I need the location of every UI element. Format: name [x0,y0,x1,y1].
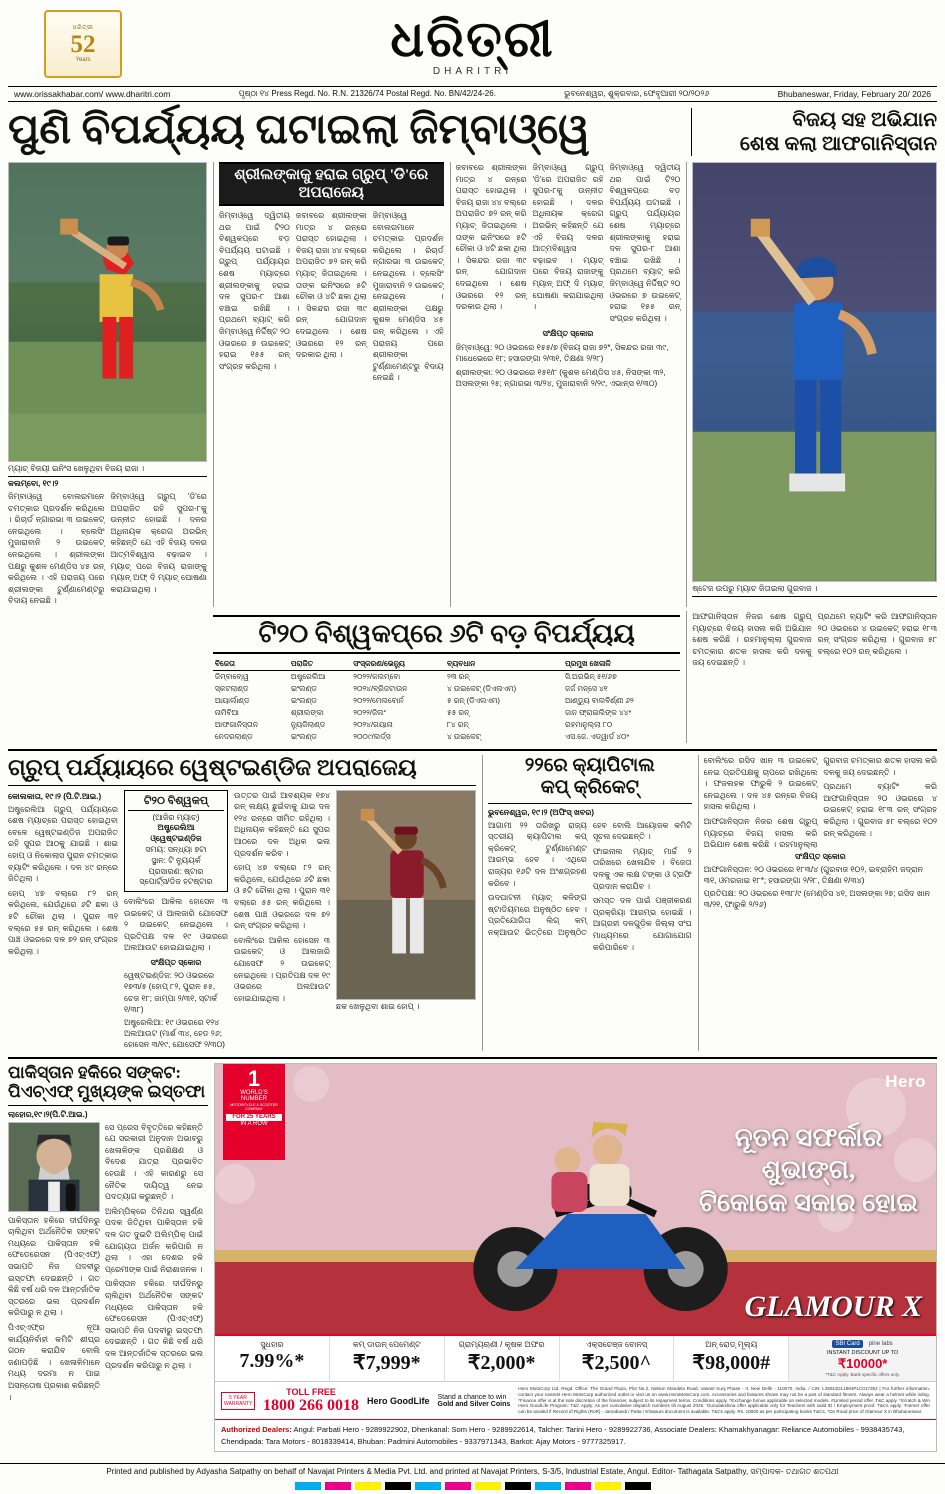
upset-col-3: ବ୍ୟବଧାନ [445,658,563,671]
photo-caption-left: ମ୍ୟାଚ୍ ବିଜୟୀ ଇନିଂସ ଖେଳୁଥିବା ବିଜୟ ରାଜା । [8,462,207,477]
table-row [213,719,680,731]
masthead-info-bar [8,86,937,102]
cell-margin: ୫ ରନ୍ (ଡିଏଲଏମ) [446,695,500,705]
todays-match-title: ଟି୨୦ ବିଶ୍ୱକପ୍ [128,794,224,811]
toll-free-number[interactable]: 1800 266 0018 [263,1396,359,1414]
cell-winner: ନାମିବିଆ [214,707,239,717]
table-row [213,683,680,695]
table-row [213,731,680,743]
photo-phf-chief [8,1122,100,1212]
wi-col-a-text [8,804,118,958]
badge-line3: MOTORCYCLE & SCOOTER COMPANY [230,1103,278,1112]
capital-cup-block [482,755,692,1051]
srilanka-box-body [219,210,444,384]
cell-margin: ୫୫ ରନ୍ [446,707,470,717]
cc-p4: ସମସ୍ତ ଦଳ ପାଇଁ ପଞ୍ଜୀକରଣ ପ୍ରକ୍ରିୟା ଆରମ୍ଭ ହୋଇଛି । ଆଗ୍ରହୀ ଦଳଗୁଡ଼ିକ ଜିଲ୍ଲା ସଂଘ ମାଧ୍ୟମରେ ଯୋଗାଯୋଗ କରିପାରିବେ । [592,896,692,952]
goodlife-logo: Hero GoodLife [367,1395,430,1406]
cell-loser: ଇଂଲଣ୍ଡ [290,731,317,741]
color-swatch [445,1482,471,1490]
cell-winner: ଜିମ୍ବାବୋ୍ୱ [214,671,249,681]
wi-score-line-1: ୱେଷ୍ଟଇଣ୍ଡିଜ: ୨୦ ଓଭରରେ ୧୭୩/୫ (ହୋପ୍ ୮୨, ପୁରାନ ୫୫, ଚେଜ ୧୮; ଜାମ୍ପା ୨/୩୧, ସ୍ଟାର୍କ ୧/୩୮) [124,971,218,1014]
offer-label: ସୁଧହାର [260,1339,284,1349]
todays-match-team1: ଅଷ୍ଟ୍ରେଲିଆ [157,823,195,833]
todays-match-box [124,790,228,892]
zimbabwe-scorebox [456,328,681,389]
masthead [8,6,937,84]
cell-player: ଆଣ୍ଡ୍ୟୁ ବାଲବିର୍ଣ୍ଣୀ ୬୨ [565,695,634,705]
afghan-score-line-1: ଆଫଗାନିସ୍ତାନ: ୨୦ ଓଭରରେ ୧୮୩/୪ (ଗୁରବାଜ ୧୦୨, ଇବ୍ରାହିମ ଜଦ୍ରାନ ୩୧, ଓମରଜାଇ ୧୮*; ହସାରଙ୍ଗା ୨/୨୮, ତିକ୍ଷଣା ୧/୩୪) [703,864,924,886]
upset-table-heading: ଟି୨୦ ବିଶ୍ୱକପ୍‌ରେ ୬ଟି ବଡ଼ ବିପର୍ଯ୍ୟୟ [213,615,680,654]
todays-match-team2: ଓ୍ୱେଷ୍ଟଇଣ୍ଡିଜ [150,834,202,844]
cell-margin: ୮୪ ରନ୍ [446,719,469,729]
upset-table-wrap [213,611,680,743]
column-2 [213,162,444,607]
cc-p2: ଉଦଘାଟନୀ ମ୍ୟାଚ୍ କଳିଙ୍ଗ ଷ୍ଟାଡିୟମରେ ଅନୁଷ୍ଠିତ ହେବ । ପ୍ରତିଯୋଗିତା ଲିଗ୍ କମ୍ ନକ୍‌ଆଉଟ ଭିତ୍ତିରେ ଅନୁଷ୍ଠିତ ହେବ ବୋଲି ଆୟୋଜକ କମିଟି ସୂଚନା ଦେଇଛନ୍ତି । [488,820,692,937]
table-row [213,670,680,683]
hero-logo: Hero [885,1071,926,1091]
authorized-dealers-row [215,1419,936,1451]
chance-line-1: Stand a chance to win [437,1393,507,1401]
srilanka-p2: ଜବାବରେ ଶ୍ରୀଲଙ୍କା ମାତ୍ର ୪ ରନ୍‌ରେ ପରାସ୍ତ ହୋଇଥିଲା । ବିଜୟ ରାଜା ୪୪ ବଲ୍‌ରେ ଅପରାଜିତ ୭୨ ରନ୍ କରି ମ୍ୟାଚ୍ ଜିତାଇଥିଲେ । ତାଙ୍କ ଇନିଂସରେ ୫ଟି ଚୌକା ଓ ୪ଟି ଛକା ଥିଲା । ସିକନ୍ଦର ରଜା ୩୯ ରନ୍ ଯୋଗଦାନ ଦେଇଥିଲେ । ଶେଷ ଓଭରରେ ୧୨ ରନ୍ ଦରକାର ଥିଲା । [295,211,367,360]
color-swatch [295,1482,321,1490]
secondary-headline-line2: ଶେଷ କଲା ଆଫଗାନିସ୍ତାନ [739,133,937,155]
photo-caption-wi: ଛକ ଖେଳୁଥିବା ଶାଇ ହୋପ୍ । [336,1001,420,1011]
todays-match-time: ସମୟ: ସନ୍ଧ୍ୟା ୭ଟା [145,844,207,854]
photo-afghanistan-batter [692,162,937,582]
wi-col-d [336,790,476,1051]
sbi-card-logo: SBI Card [832,1340,862,1348]
ad-odia-line2: ଶୁଭାଙ୍ଗ, [761,1155,856,1185]
pak-heading-1: ପାକିସ୍ତାନ ହକିରେ ସଙ୍କଟ: [8,1062,182,1082]
srilanka-c3: ଜିମ୍ବାଓ୍ୱେ ଦ୍ୱିତୀୟ ଥର ପାଇଁ ଟି୨୦ ବିଶ୍ୱକପ୍‌ରେ ବଡ଼ ବିପର୍ଯ୍ୟୟ ଘଟାଇଛି । ଗ୍ରୁପ୍ ପର୍ଯ୍ୟାୟର ଶେଷ ମ୍ୟାଚ୍‌ରେ ଶ୍ରୀଲଙ୍କାକୁ ହରାଇ ଦଳ ସୁପର-୮ ଆଶା ବଞ୍ଚାଇ ରଖିଛି । ପ୍ରଥମେ ବ୍ୟାଟ୍ କରି ଜିମ୍ବାଓ୍ୱେ ନିର୍ଦ୍ଦିଷ୍ଟ ୨୦ ଓଭରରେ ୭ ଉଇକେଟ୍ ହରାଇ ୧୫୫ ରନ୍ ସଂଗ୍ରହ କରିଥିଲା । [609,163,681,323]
cell-winner: ଆଫଗାନିସ୍ତାନ [214,719,259,729]
afghan-c1: ବୋଲିଂରେ ରସିଦ ଖାନ ୩ ଉଇକେଟ୍ ନେଇ ପ୍ରତିପକ୍ଷକୁ ଚାପରେ ରଖିଥିଲେ । ଫଜଲହକ ଫାରୁକି ୨ ଉଇକେଟ୍ ନେଇଥିଲେ । ଦଳ ୪୫ ରନ୍‌ରେ ବିଜୟ ହାସଲ କରିଥିଲା । [703,755,818,812]
offer-down-payment [330,1336,445,1381]
pak-p2: ସେ ପ୍ରେସ ବିବୃତ୍ତିରେ କହିଛନ୍ତି ଯେ ସରକାରୀ ଅନୁଦାନ ଅଭାବରୁ ଖେଳାଳିଙ୍କ ପ୍ରଶିକ୍ଷଣ ଓ ବିଦେଶ ଯାତ୍ରା ପ୍ରଭାବିତ ହେଉଛି । ଏହି କାରଣରୁ ସେ ନୈତିକ ଦାୟିତ୍ୱ ନେଇ ପଦତ୍ୟାଗ କରୁଛନ୍ତି । [105,1122,203,1202]
dealers-label: Authorized Dealers: [221,1425,292,1435]
zim-score-line-2: ଶ୍ରୀଲଙ୍କା: ୨୦ ଓଭରରେ ୧୫୧/୮ (କୁଶଳ ମେଣ୍ଡିସ ୪୫, ନିସଙ୍କା ୩୨, ଅସଲଙ୍କା ୨୫; ନ୍ଗାରଭା ୩/୨୪, ମୁଜାରାବାନି ୨/୨୯, ଏଭାନ୍ସ ୧/୩୦) [455,367,666,389]
imprint-line: Printed and published by Adyasha Satpathy on behalf of Navajat Printers & Media Pvt. Ltd. and printed at Navajat Printers, S-3/5, Industrial Estate, Angul. Editor- Tathagata Satpathy, ସମ୍ପାଦକ- ତଥାଗତ ଶତପଥୀ [0,1463,945,1480]
badge-number: 1 [247,1065,261,1091]
upset-col-1: ପରାଜିତ [289,658,351,671]
pak-heading-2: ପିଏଚ୍‌ଏଫ୍ ମୁଖ୍ୟଙ୍କ ଇସ୍ତଫା [8,1081,206,1101]
offer-exchange-bonus [560,1336,675,1381]
ad-offers-row [215,1334,936,1382]
ad-hero-image [215,1064,936,1334]
cell-edition: ୨୦୨୨/ଜିଲଂ [353,707,386,717]
wi-col-c [234,790,330,1051]
cell-player: ଜାନ ଫ୍ରାଇଲିଙ୍କ ୪୪* [565,707,632,717]
badge-line4: FOR 25 YEARS [226,1114,282,1121]
wi-p1: ଅଷ୍ଟ୍ରେଲିଆ ଗ୍ରୁପ୍ ପର୍ଯ୍ୟାୟରେ ଶେଷ ମ୍ୟାଚ୍‌ରେ ପରାସ୍ତ ହୋଇଥିବା ବେଳେ ୱେଷ୍ଟଇଣ୍ଡିଜ ଅପରାଜିତ ରହି ସୁପର ଆଠକୁ ଯାଇଛି । ଶାଇ ହୋପ୍ ଓ ନିକୋଲାସ ପୁରାନ ଚମତ୍କାର ବ୍ୟାଟିଂ କରିଥିଲେ । ଦଳ ୪୯ ରନ୍‌ରେ ଜିତିଥିଲା । [8,804,118,884]
mid-left-spacer [8,611,207,743]
ad-fine-print: Hero MotoCorp Ltd. Regd. Office: The Grand Plaza, Plot No.2, Nelson Mandela Road, Vasant Kunj Phase - II, New Delhi - 110070, India. / CIN: L35911DL1984PLC017354 | For further information, contact your nearest Hero MotoCorp authorized outlet or visit us on www.HeroMotoCorp.com. Accessories and features shown may not be a part of standard fitment. Always wear a helmet while riding. *Finance offer is at the sole discretion of the financier, subject to its repayment terms. Conditions apply. ^Exchange bonus applicable on selected models. #Limited period offer. T&C apply. *Scratch & Win Hero GoodLife Program: T&C Apply. As per cumulative dispatch numbers till August 2025. 'Gurudakshina offer applicable only for Teachers with valid ID / Employment proof. T&Cs apply. 'Farmer offer can be availed if Record of Rights (RoR) - Jamabandi / Patta / Khatauni document is available. T&Cs apply. Rs. 10000 as per participating banks T&Cs. *On Road price of Glamour X in Bhubaneswar. [518,1385,930,1415]
badge-line5: IN A ROW [240,1120,268,1127]
color-swatch [475,1482,501,1490]
card-discount-note: *T&C Apply. Bank specific offers only. [825,1371,900,1377]
wi-p3: ବୋଲିଂରେ ଆକିଲ ହୋସେନ ୩ ଉଇକେଟ୍ ଓ ଆଲଜାରି ଯୋସେଫ ୨ ଉଇକେଟ୍ ନେଇଥିଲେ । ପ୍ରତିପକ୍ଷ ଦଳ ୧୯ ଓଭରରେ ଅଲଆଉଟ ହୋଇଯାଇଥିଲା । [124,897,228,953]
afghan-score-heading: ସଂକ୍ଷିପ୍ତ ସ୍କୋର [795,851,846,861]
srilanka-c2: ଜିମ୍ବାଓ୍ୱେ ଗ୍ରୁପ୍ 'ଡି'ରେ ଅପରାଜିତ ରହି ସୁପର-୮କୁ ଉନ୍ନୀତ ହୋଇଛି । ଦଳର ଅଧିନାୟକ କ୍ରେଗ ଅରଭିନ୍ କହିଛନ୍ତି ଯେ ଏହି ବିଜୟ ଦଳର ଆତ୍ମବିଶ୍ୱାସ ବଢ଼ାଇବ । ମ୍ୟାଚ୍ ପରେ ବିଜୟ ରାଜାଙ୍କୁ ମ୍ୟାନ୍ ଅଫ୍ ଦି ମ୍ୟାଚ୍ ଘୋଷଣା କରାଯାଇଥିଲା । [532,163,604,312]
offer-interest-rate [215,1336,330,1381]
pak-col-b-text [105,1122,203,1371]
srilanka-box-heading: ଶ୍ରୀଲଙ୍କାକୁ ହରାଇ ଗ୍ରୁପ୍ 'ଡି'ରେ ଅପରାଜେୟ [219,162,444,206]
photo-west-indies-batter [336,790,476,1000]
offer-label: କମ୍ ଡାଉନ୍ ପେମେଣ୍ଟ [352,1339,421,1349]
pak-dateline: ଲାହୋର,୧୯।୨(ପି.ଟି.ଆଇ.) [8,1109,88,1119]
todays-match-venue: ସ୍ଥାନ: ଟି ନ୍ୟୁୟର୍କ [151,855,201,865]
wi-p6: ବୋଲିଂରେ ଆକିଲ ହୋସେନ ୩ ଉଇକେଟ୍ ଓ ଆଲଜାରି ଯୋସେଫ ୨ ଉଇକେଟ୍ ନେଇଥିଲେ । ପ୍ରତିପକ୍ଷ ଦଳ ୧୯ ଓଭରରେ ଅଲଆଉଟ ହୋଇଯାଇଥିଲା । [234,935,330,1003]
story-left-body [8,491,207,607]
offer-value: ₹7,999* [352,1351,421,1374]
ad-odia-line3: ଟିକୋକେ ସକାର ହୋଇ [699,1187,918,1217]
todays-match-sub: (ଆଜିର ମ୍ୟାଚ୍) [152,812,200,822]
cc-p3: ଫାଇନାଲ ମ୍ୟାଚ୍ ମାର୍ଚ୍ଚ ୨ ତାରିଖରେ ଖେଳାଯିବ । ବିଜେତା ଦଳକୁ ଏକ ଲକ୍ଷ ଟଙ୍କା ଓ ଟ୍ରଫି ପ୍ରଦାନ କରାଯିବ । [592,846,692,891]
wi-score-line-2: ଅଷ୍ଟ୍ରେଲିଆ: ୧୯ ଓଭରରେ ୧୨୪ ଅଲଆଉଟ (ମାର୍ଶ ୩୪, ହେଡ ୨୬; ହୋସେନ ୩/୧୯, ଯୋସେଫ ୨/୩୦) [124,1018,225,1050]
page-footer [0,1463,945,1494]
hero-advertisement[interactable] [214,1063,937,1452]
main-headline-wrap [8,108,683,156]
afghan-c2: ଆଫଗାନିସ୍ତାନ ନିଜର ଶେଷ ଗ୍ରୁପ୍ ମ୍ୟାଚ୍‌ରେ ବିଜୟ ହାସଲ କରି ଅଭିଯାନ ଶେଷ କରିଛି । ରହମାନୁଲ୍ଲା ଗୁରବାଜ ଚମତ୍କାର ଶତକ ହାସଲ କରି ଦଳକୁ ଜୟ ଦେଇଛନ୍ତି । [703,755,937,850]
wi-col-c-text [234,790,330,1005]
afghan-p1: ଆଫଗାନିସ୍ତାନ ନିଜର ଶେଷ ଗ୍ରୁପ୍ ମ୍ୟାଚ୍‌ରେ ବିଜୟ ହାସଲ କରି ଅଭିଯାନ ଶେଷ କରିଛି । ରହମାନୁଲ୍ଲା ଗୁରବାଜ ଚମତ୍କାର ଶତକ ହାସଲ କରି ଦଳକୁ ଜୟ ଦେଇଛନ୍ତି । [692,611,812,668]
srilanka-p3: ଜିମ୍ବାଓ୍ୱେ ବୋଲରମାନେ ଚମତ୍କାର ପ୍ରଦର୍ଶନ କରିଥିଲେ । ରିଚାର୍ଡ ନ୍ଗାରଭା ୩ ଉଇକେଟ୍ ନେଇଥିଲେ । ବ୍ଲେସିଂ ମୁଜାରାବାନି ୨ ଉଇକେଟ୍ ନେଇଥିଲେ । ଶ୍ରୀଲଙ୍କା ପକ୍ଷରୁ କୁଶଳ ମେଣ୍ଡିସ ୪୫ ରନ୍ କରିଥିଲେ । ଏହି ପରାଜୟ ପରେ ଶ୍ରୀଲଙ୍କା ଟୁର୍ଣ୍ଣାମେଣ୍ଟରୁ ବିଦାୟ ନେଇଛି । [372,211,444,383]
wi-col-b-text [124,896,228,954]
pak-inner [8,1122,208,1407]
toll-free-label: TOLL FREE [286,1386,336,1397]
afghan-score-box [704,851,937,911]
color-swatch [565,1482,591,1490]
story-left-p1: ଜିମ୍ବାଓ୍ୱେ ବୋଲରମାନେ ଚମତ୍କାର ପ୍ରଦର୍ଶନ କରିଥିଲେ । ରିଚାର୍ଡ ନ୍ଗାରଭା ୩ ଉଇକେଟ୍ ନେଇଥିଲେ । ବ୍ଲେସିଂ ମୁଜାରାବାନି ୨ ଉଇକେଟ୍ ନେଇଥିଲେ । ଶ୍ରୀଲଙ୍କା ପକ୍ଷରୁ କୁଶଳ ମେଣ୍ଡିସ ୪୫ ରନ୍ କରିଥିଲେ । ଏହି ପରାଜୟ ପରେ ଶ୍ରୀଲଙ୍କା ଟୁର୍ଣ୍ଣାମେଣ୍ଟରୁ ବିଦାୟ ନେଇଛି । [8,492,105,606]
chance-to-win-text [438,1394,511,1408]
wi-score-heading: ସଂକ୍ଷିପ୍ତ ସ୍କୋର [150,958,202,968]
rule-1 [8,785,476,786]
offer-value: ₹98,000# [692,1351,771,1374]
cell-margin: ୪ ଉଇକେଟ୍ (ଡିଏଲଏମ) [446,683,517,693]
color-swatch [385,1482,411,1490]
registration-info: ପୃଷ୍ଠା ୧୪ Press Regd. No. R.N. 21326/74 Postal Regd. No. BN/42/24-26. [238,89,496,98]
pak-col-a-text [8,1215,100,1404]
badge-line1: WORLD'S [240,1089,268,1096]
cell-margin: ୨୩ ରନ୍ [446,671,470,681]
worlds-number-one-badge [223,1064,285,1160]
dealers-text: Angul: Parbati Hero - 9289922902, Dhenkanal: Som Hero - 9289922614, Talcher: Tarini Hero - 9289922736, Associate Dealers: Khamakhyanagar: Reliance Automobiles - 9938435743, Chendipada: Tara Motors - 8018339414, Bhuban: Padmini Automobiles - 9337971343, Barkot: Ajay Motors - 9777325917. [221,1425,905,1446]
zim-score-heading: ସଂକ୍ଷିପ୍ତ ସ୍କୋର [542,329,594,339]
color-swatch [325,1482,351,1490]
place-date-english: Bhubaneswar, Friday, February 20/ 2026 [777,89,931,99]
secondary-headline-wrap [691,108,937,156]
color-swatch [535,1482,561,1490]
column-4 [686,162,937,607]
secondary-headline-line1: ବିଜୟ ସହ ଅଭିଯାନ [792,109,937,131]
headline-row [8,108,937,156]
paper-title-english: DHARITRI [432,65,513,77]
cell-winner: ନେଦରଲାଣ୍ଡ [214,731,253,741]
todays-match-broadcast: ସ୍ପୋର୍ଟ୍ସ/ଡିଜ ହଟଷ୍ଟାର [139,877,213,887]
wi-dateline: କୋଲକାତା, ୧୯।୨ (ପି.ଟି.ଆଇ.) [8,791,102,801]
wi-p5: ହୋପ୍ ୪୭ ବଲ୍‌ରେ ୮୨ ରନ୍ କରିଥିଲେ, ଯେଉଁଥିରେ ୬ଟି ଛକା ଓ ୫ଟି ଚୌକା ଥିଲା । ପୁରାନ ୩୧ ବଲ୍‌ରେ ୫୫ ରନ୍ କରିଥିଲେ । ଶେଷ ପାଞ୍ଚ ଓଭରରେ ଦଳ ୭୨ ରନ୍ ସଂଗ୍ରହ କରିଥିଲା । [234,863,330,931]
dateline-left: କଲମ୍ବୋ, ୧୯।୨ [8,479,59,488]
pak-p3: ପିଏଚ୍‌ଏଫ୍‌ର ନୂଆ କାର୍ଯ୍ୟନିର୍ବାହୀ କମିଟି ଶୀଘ୍ର ଗଠନ କରାଯିବ ବୋଲି ଜଣାପଡ଼ିଛି । ଖେଳାଳିମାନେ ମଧ୍ୟ ଦରମା ନ ପାଇ ଅସନ୍ତୋଷ ପ୍ରକାଶ କରିଛନ୍ତି । [8,1322,100,1402]
offer-card-discount [789,1336,936,1381]
wi-col-a [8,790,118,1051]
top-content-grid [8,162,937,607]
pak-col-a [8,1122,100,1407]
cell-edition: ୨୦୨୨/କଲମ୍ବୋ [353,671,401,681]
srilanka-c1: ଜବାବରେ ଶ୍ରୀଲଙ୍କା ମାତ୍ର ୪ ରନ୍‌ରେ ପରାସ୍ତ ହୋଇଥିଲା । ବିଜୟ ରାଜା ୪୪ ବଲ୍‌ରେ ଅପରାଜିତ ୭୨ ରନ୍ କରି ମ୍ୟାଚ୍ ଜିତାଇଥିଲେ । ତାଙ୍କ ଇନିଂସରେ ୫ଟି ଚୌକା ଓ ୪ଟି ଛକା ଥିଲା । ସିକନ୍ଦର ରଜା ୩୯ ରନ୍ ଯୋଗଦାନ ଦେଇଥିଲେ । ଶେଷ ଓଭରରେ ୧୨ ରନ୍ ଦରକାର ଥିଲା । [455,163,527,312]
table-row [213,695,680,707]
cell-loser: ଶ୍ରୀଲଙ୍କା [290,707,324,717]
cell-loser: ଇଂଲଣ୍ଡ [290,683,317,693]
color-swatch [415,1482,441,1490]
cell-player: ସି.ଅରଭିନ୍ ୫୧/୬୭ [565,671,617,681]
offer-label: ଗ୍ରାମ୍ୟଋଣୀ / କୃଷକ ଅଫର [458,1339,545,1349]
lower-content-grid [8,749,937,1051]
offer-value: ₹2,000* [467,1351,536,1374]
cell-edition: ୨୦୨୪/ବ୍ରିଜଟାଉନ [353,683,408,693]
cell-edition: ୨୦୨୪/ଗୟାନା [353,719,393,729]
wi-story-block [8,755,476,1051]
cell-winner: ଆୟାର୍ଲାଣ୍ଡ [214,695,250,705]
ad-odia-text [699,1122,918,1220]
cell-edition: ୨୦୨୨/ମେଲବୋର୍ନ [353,695,404,705]
photo-caption-right: ଷ୍ଟେଜ ଉପରୁ ମ୍ୟାଚ ଜିତାଇଲା ଗୁରବାଜ । [692,582,937,597]
main-headline: ପୁଣି ବିପର୍ଯ୍ୟୟ ଘଟାଇଲା ଜିମ୍ବାଓ୍ୱେ [8,107,590,153]
website-urls[interactable]: www.orissakhabar.com/ www.dharitri.com [14,89,171,99]
todays-match-broadcast-label: ପ୍ରସାରଣ: ଷ୍ଟାର [148,866,204,876]
offer-value: 7.99%* [239,1349,305,1372]
offer-farmer [445,1336,560,1381]
capital-cup-dateline: ଭୁବନେଶ୍ୱର, ୧୯।୨ (ଅଫିସ୍ ଖବର) [488,807,594,817]
srilanka-continued [456,162,681,324]
pine-labs-logo: pine labs [868,1340,893,1347]
medallion-top-label: ଧରିତ୍ରୀ [72,25,94,31]
cc-p1: ଆଗାମୀ ୨୨ ତାରିଖରୁ ରାଜ୍ୟ ସ୍ତରୀୟ କ୍ୟାପିଟାଲ କପ୍ କ୍ରିକେଟ୍ ଟୁର୍ଣ୍ଣାମେଣ୍ଟ ଆରମ୍ଭ ହେବ । ଏଥିରେ ରାଜ୍ୟର ୧୬ଟି ଦଳ ଅଂଶଗ୍ରହଣ କରିବେ । [488,820,587,888]
badge-line2: NUMBER [240,1096,267,1103]
medallion-years-label: Years [75,57,91,63]
cell-margin: ୪ ଉଇକେଟ୍ [446,731,481,741]
upset-col-4: ପ୍ରମୁଖ ଖେଳାଳି [563,658,680,671]
cell-player: ରହମାନୁଲ୍ଲା ୮୦ [565,719,613,729]
chance-line-2: Gold and Silver Coins [437,1400,511,1408]
wi-score-box [124,957,228,1051]
pakistan-hockey-block [8,1063,208,1452]
column-1 [8,162,207,607]
zim-score-line-1: ଜିମ୍ବାଓ୍ୱେ: ୨୦ ଓଭରରେ ୧୫୫/୭ (ବିଜୟ ରାଜା ୭୨*, ସିକନ୍ଦର ରଜା ୩୯, ମାଧେଭେରେ ୧୮; ହସାରଙ୍ଗା ୨/୩୧, ତିକ୍ଷଣା ୨/୨୮) [455,342,669,363]
capital-cup-body [488,820,692,954]
wi-story-inner [8,790,476,1051]
pak-col-b [105,1122,203,1407]
card-discount-amount: ₹10000* [837,1355,888,1371]
wi-story-heading: ଗ୍ରୁପ୍ ପର୍ଯ୍ୟାୟରେ ୱେଷ୍ଟଇଣ୍ଡିଜ ଅପରାଜେୟ [8,754,417,780]
cell-player: ଏସ.ଜେ. ଏଡ୍‌ୱାର୍ଡ ୪୦* [565,731,630,741]
cell-player: ଜର୍ଜ ମନ୍‌ସେ ୪୧ [565,683,608,693]
rule-2 [488,803,692,804]
upset-table [213,658,680,743]
color-swatch [625,1482,651,1490]
capital-cup-heading-2: କପ୍ କ୍ରିକେଟ୍ [540,776,639,798]
cell-winner: ସ୍କଟଲାଣ୍ଡ [214,683,249,693]
color-swatch [595,1482,621,1490]
capital-cup-heading-1: ୨୨ରେ କ୍ୟାପିଟାଲ [524,754,655,776]
paper-title-odia: ଧରିତ୍ରୀ [390,10,555,67]
offer-value: ₹2,500^ [581,1351,652,1374]
card-discount-text: INSTANT DISCOUNT UP TO [827,1349,899,1356]
mid-row [8,611,937,743]
cell-loser: ଅଷ୍ଟ୍ରେଲିଆ [290,671,326,681]
place-date-odia: ଭୁବନେଶ୍ୱର, ଶୁକ୍ରବାର, ଫେବୃଆରୀ ୨୦/୨୦୨୬ [564,89,710,98]
color-swatch [355,1482,381,1490]
afghan-body [692,611,937,669]
offer-label: ଏକ୍ସଚେଞ୍ଜ ବୋନସ୍ [585,1339,648,1349]
afghan-c3: ପ୍ରଥମେ ବ୍ୟାଟିଂ କରି ଆଫଗାନିସ୍ତାନ ୨୦ ଓଭରରେ ୪ ଉଇକେଟ୍ ହରାଇ ୧୮୩ ରନ୍ ସଂଗ୍ରହ କରିଥିଲା । ଗୁରବାଜ ୫୮ ବଲ୍‌ରେ ୧୦୨ ରନ୍ କରିଥିଲେ । [823,782,937,838]
photo-zimbabwe-batter [8,162,207,462]
table-row [213,707,680,719]
color-registration-bar [0,1480,945,1494]
wi-p4: ଉତ୍ତର ପାଇଁ ଆବଶ୍ୟକ ୧୭୪ ରନ୍ ଲକ୍ଷ୍ୟ ଛୁଇଁବାକୁ ଯାଇ ଦଳ ୧୨୪ ରନ୍‌ରେ ସୀମିତ ରହିଥିଲା । ଅଧିନାୟକ କହିଛନ୍ତି ଯେ ସୁପର ଆଠରେ ଦଳ ଅଧିକ ଭଲ ପ୍ରଦର୍ଶନ କରିବ । [234,790,330,858]
medallion-number: 52 [70,31,96,58]
srilanka-p1: ଜିମ୍ବାଓ୍ୱେ ଦ୍ୱିତୀୟ ଥର ପାଇଁ ଟି୨୦ ବିଶ୍ୱକପ୍‌ରେ ବଡ଼ ବିପର୍ଯ୍ୟୟ ଘଟାଇଛି । ଗ୍ରୁପ୍ ପର୍ଯ୍ୟାୟର ଶେଷ ମ୍ୟାଚ୍‌ରେ ଶ୍ରୀଲଙ୍କାକୁ ହରାଇ ଦଳ ସୁପର-୮ ଆଶା ବଞ୍ଚାଇ ରଖିଛି । ପ୍ରଥମେ ବ୍ୟାଟ୍ କରି ଜିମ୍ବାଓ୍ୱେ ନିର୍ଦ୍ଦିଷ୍ଟ ୨୦ ଓଭରରେ ୭ ଉଇକେଟ୍ ହରାଇ ୧୫୫ ରନ୍ ସଂଗ୍ରହ କରିଥିଲା । [218,211,290,371]
cell-loser: ଇଂଲଣ୍ଡ [290,695,317,705]
cell-edition: ୨୦୦୯/ଲର୍ଡ୍ସ [353,731,391,741]
ad-bottom-row [215,1382,936,1420]
color-swatch [505,1482,531,1490]
pak-p1: ପାକିସ୍ତାନ ହକିରେ ଦୀର୍ଘଦିନରୁ ଚାଲିଥିବା ଅର୍ଥନୈତିକ ସଙ୍କଟ ମଧ୍ୟରେ ପାକିସ୍ତାନ ହକି ଫେଡେରେସନ (ପିଏଚ୍‌ଏଫ୍) ସଭାପତି ନିଜ ପଦବୀରୁ ଇସ୍ତଫା ଦେଇଛନ୍ତି । ଗତ କିଛି ବର୍ଷ ଧରି ଦଳ ଆନ୍ତର୍ଜାତିକ ସ୍ତରରେ ଭଲ ପ୍ରଦର୍ଶନ କରିପାରୁ ନ ଥିଲା । [8,1215,100,1318]
story-left-p2: ଜିମ୍ବାଓ୍ୱେ ଗ୍ରୁପ୍ 'ଡି'ରେ ଅପରାଜିତ ରହି ସୁପର-୮କୁ ଉନ୍ନୀତ ହୋଇଛି । ଦଳର ଅଧିନାୟକ କ୍ରେଗ ଅରଭିନ୍ କହିଛନ୍ତି ଯେ ଏହି ବିଜୟ ଦଳର ଆତ୍ମବିଶ୍ୱାସ ବଢ଼ାଇବ । ମ୍ୟାଚ୍ ପରେ ବିଜୟ ରାଜାଙ୍କୁ ମ୍ୟାନ୍ ଅଫ୍ ଦି ମ୍ୟାଚ୍ ଘୋଷଣା କରାଯାଇଥିଲା । [110,492,207,594]
pak-p4: ଅଲିମ୍ପିକ୍‌ରେ ତିନିଥର ସ୍ୱର୍ଣ୍ଣ ପଦକ ଜିତିଥିବା ପାକିସ୍ତାନ ହକି ଦଳ ଗତ ଦୁଇଟି ଅଲିମ୍ପିକ୍ ପାଇଁ ଯୋଗ୍ୟତା ଅର୍ଜନ କରିପାରି ନ ଥିଲା । ଏହା ଦେଶର ହକି ପ୍ରେମୀଙ୍କ ପାଇଁ ନିରାଶାଜନକ । [105,1206,203,1274]
toll-free-block[interactable] [263,1387,359,1415]
paper-title-block [390,10,555,77]
upset-col-2: ସଂସ୍କରଣ/ଭେନ୍ୟୁ [351,658,445,671]
upset-col-0: ବିଜେତା [213,658,289,671]
upset-table-header-row [213,658,680,671]
rule-3 [8,1105,208,1106]
pak-p5: ପାକିସ୍ତାନ ହକିରେ ଦୀର୍ଘଦିନରୁ ଚାଲିଥିବା ଅର୍ଥନୈତିକ ସଙ୍କଟ ମଧ୍ୟରେ ପାକିସ୍ତାନ ହକି ଫେଡେରେସନ (ପିଏଚ୍‌ଏଫ୍) ସଭାପତି ନିଜ ପଦବୀରୁ ଇସ୍ତଫା ଦେଇଛନ୍ତି । ଗତ କିଛି ବର୍ଷ ଧରି ଦଳ ଆନ୍ତର୍ଜାତିକ ସ୍ତରରେ ଭଲ ପ୍ରଦର୍ଶନ କରିପାରୁ ନ ଥିଲା । [105,1279,203,1370]
column-3 [450,162,681,607]
wi-col-b [124,790,228,1051]
afghan-continued-body [704,755,937,851]
afghan-score-line-2: ପ୍ରତିପକ୍ଷ: ୨୦ ଓଭରରେ ୧୩୮/୯ (ମେଣ୍ଡିସ ୪୧, ଅସଲଙ୍କା ୨୭; ରସିଦ ଖାନ ୩/୨୧, ଫାରୁକି ୨/୨୬) [703,889,931,910]
afghan-col-wrap [686,611,937,743]
ad-model-name: GLAMOUR X [744,1289,922,1323]
offer-label: ଅନ୍ ରୋଡ୍ ମୂଲ୍ୟ [705,1339,758,1349]
anniversary-medallion [44,10,122,78]
warranty-badge: 5 YEAR WARRANTY [221,1392,255,1410]
cell-loser: ନ୍ୟୁଜିଲାଣ୍ଡ [290,719,326,729]
ad-odia-line1: ନୂତନ ସଫର୍କାର [734,1122,883,1152]
afghan-continued-block [698,755,937,1051]
offer-on-road-price [674,1336,789,1381]
wi-p2: ହୋପ୍ ୪୭ ବଲ୍‌ରେ ୮୨ ରନ୍ କରିଥିଲେ, ଯେଉଁଥିରେ ୬ଟି ଛକା ଓ ୫ଟି ଚୌକା ଥିଲା । ପୁରାନ ୩୧ ବଲ୍‌ରେ ୫୫ ରନ୍ କରିଥିଲେ । ଶେଷ ପାଞ୍ଚ ଓଭରରେ ଦଳ ୭୨ ରନ୍ ସଂଗ୍ରହ କରିଥିଲା । [8,888,118,956]
ad-row [8,1057,937,1452]
afghan-p2: ପ୍ରଥମେ ବ୍ୟାଟିଂ କରି ଆଫଗାନିସ୍ତାନ ୨୦ ଓଭରରେ ୪ ଉଇକେଟ୍ ହରାଇ ୧୮୩ ରନ୍ ସଂଗ୍ରହ କରିଥିଲା । ଗୁରବାଜ ୫୮ ବଲ୍‌ରେ ୧୦୨ ରନ୍ କରିଥିଲେ । [817,611,937,656]
